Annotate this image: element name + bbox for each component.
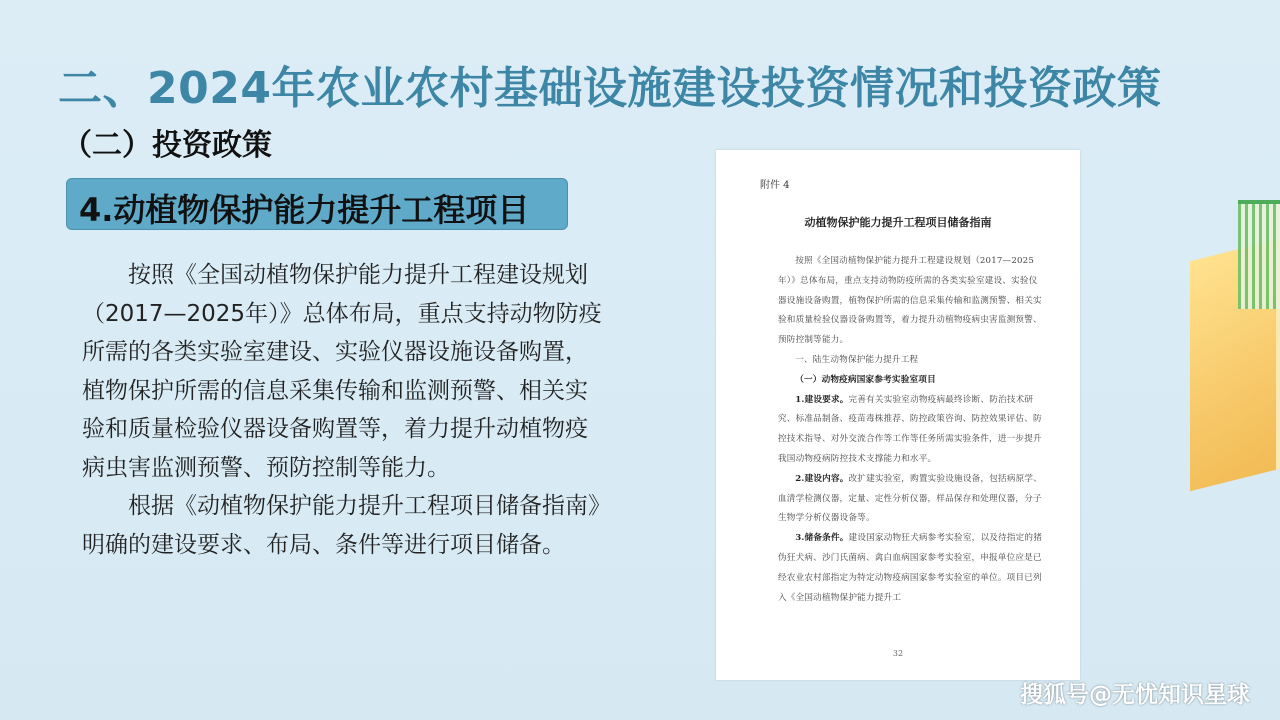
document-item-1-label: 1.建设要求。 <box>795 394 849 405</box>
paragraph-1: 按照《全国动植物保护能力提升工程建设规划（2017—2025年）》总体布局，重点支持动物防疫所需的各类实验室建设、实验仪器设施设备购置，植物保护所需的信息采集传输和监测预警、相关实验和质量检验仪器设备购置等，着力提升动植物疫病虫害监测预警、预防控制等能力。 <box>82 262 602 481</box>
document-item-1-text: 完善有关实验室动物疫病最终诊断、防治技术研究、标准品制备、疫苗毒株推荐、防控政策咨询、防控效果评估、防控技术指导、对外交流合作等工作等任务所需实验条件，进一步提升我国动物疫病防控技术支撑能力和水平。 <box>778 394 1042 464</box>
document-image <box>716 150 1080 680</box>
page-title: 二、2024年农业农村基础设施建设投资情况和投资政策 <box>58 63 1162 114</box>
document-body <box>778 252 1042 608</box>
decorative-shape-green <box>1238 200 1280 309</box>
document-heading-2: （一）动物疫病国家参考实验室项目 <box>795 374 936 385</box>
document-title: 动植物保护能力提升工程项目储备指南 <box>804 216 992 229</box>
document-heading-1: 一、陆生动物保护能力提升工程 <box>795 354 919 365</box>
watermark: 搜狐号@无忧知识星球 <box>1020 682 1250 708</box>
document-page-number: 32 <box>892 649 904 658</box>
section-label-box <box>66 178 568 230</box>
document-item-1 <box>778 391 1042 470</box>
document-item-2-label: 2.建设内容。 <box>795 473 849 484</box>
document-item-2-text: 改扩建实验室，购置实验设施设备，包括病原学、血清学检测仪器，定量、定性分析仪器，样品保存和处理仪器，分子生物学分析仪器设备等。 <box>778 473 1042 524</box>
document-item-2 <box>778 470 1042 529</box>
document-item-3-text: 建设国家动物狂犬病参考实验室，以及待指定的猪伪狂犬病、沙门氏菌病、禽白血病国家参考实验室，申报单位应是已经农业农村部指定为特定动物疫病国家参考实验室的单位。项目已列入《全国动植物保护能力提升工 <box>778 533 1042 603</box>
document-annex-label: 附件 4 <box>760 180 790 191</box>
body-text <box>82 256 602 564</box>
section-label: 4.动植物保护能力提升工程项目 <box>79 191 530 229</box>
section-subtitle: （二）投资政策 <box>62 128 272 163</box>
document-intro: 按照《全国动植物保护能力提升工程建设规划（2017—2025 年）》总体布局，重点支持动物防疫所需的各类实验室建设、实验仪器设施设备购置，植物保护所需的信息采集传输和监测预警、相关实验和质量检验仪器设备购置等，着力提升动植物疫病虫害监测预警、预防控制等能力。 <box>778 256 1042 346</box>
document-item-3-label: 3.储备条件。 <box>795 533 849 544</box>
document-item-3 <box>778 529 1042 608</box>
paragraph-2: 根据《动植物保护能力提升工程项目储备指南》明确的建设要求、布局、条件等进行项目储备。 <box>82 493 600 558</box>
